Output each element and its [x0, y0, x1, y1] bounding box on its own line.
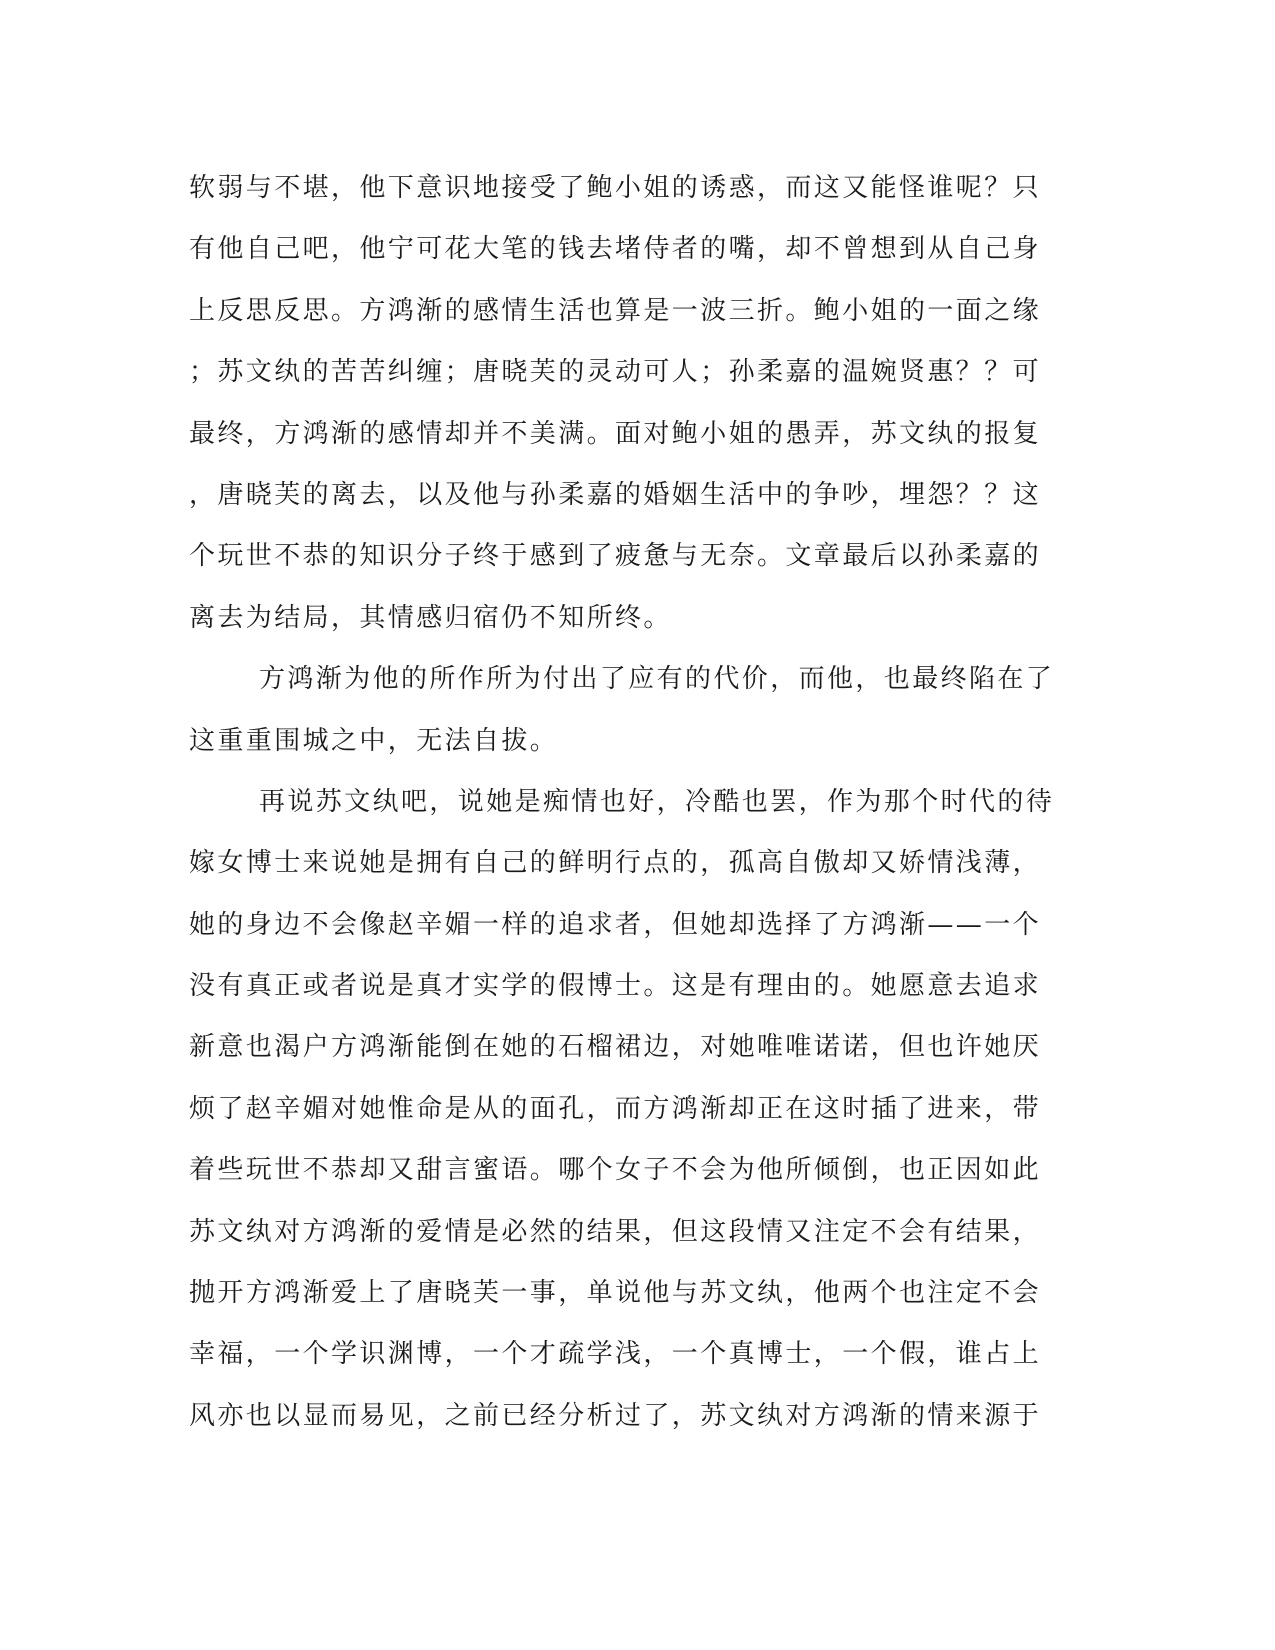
text-line: 这重重围城之中，无法自拔。 [189, 725, 559, 756]
paragraph-start-line: 方鸿渐为他的所作所为付出了应有的代价，而他，也最终陷在了 [259, 664, 1055, 695]
text-line: 软弱与不堪，他下意识地接受了鲍小姐的诱惑，而这又能怪谁呢？只 [189, 173, 1042, 203]
text-line: 有他自己吧，他宁可花大笔的钱去堵侍者的嘴，却不曾想到从自己身 [189, 234, 1042, 265]
text-line: 上反思反思。方鸿渐的感情生活也算是一波三折。鲍小姐的一面之缘 [189, 295, 1042, 326]
text-line: 苏文纨对方鸿渐的爱情是必然的结果，但这段情又注定不会有结果， [189, 1216, 1042, 1247]
text-line: 最终，方鸿渐的感情却并不美满。面对鲍小姐的愚弄，苏文纨的报复 [189, 418, 1042, 449]
text-line: 风亦也以显而易见，之前已经分析过了，苏文纨对方鸿渐的情来源于 [189, 1400, 1042, 1431]
text-line: 嫁女博士来说她是拥有自己的鲜明行点的，孤高自傲却又娇情浅薄， [189, 848, 1042, 879]
text-line: 新意也渴户方鸿渐能倒在她的石榴裙边，对她唯唯诺诺，但也许她厌 [189, 1032, 1042, 1063]
paragraph-start-line: 再说苏文纨吧，说她是痴情也好，冷酷也罢，作为那个时代的待 [259, 786, 1055, 817]
text-line: 烦了赵辛媚对她惟命是从的面孔，而方鸿渐却正在这时插了进来，带 [189, 1093, 1042, 1124]
text-line: 离去为结局，其情感归宿仍不知所终。 [189, 602, 672, 633]
text-line: 抛开方鸿渐爱上了唐晓芙一事，单说他与苏文纨，他两个也注定不会 [189, 1278, 1042, 1309]
text-line: 个玩世不恭的知识分子终于感到了疲惫与无奈。文章最后以孙柔嘉的 [189, 541, 1042, 572]
text-line: 她的身边不会像赵辛媚一样的追求者，但她却选择了方鸿渐——一个 [189, 909, 1042, 940]
body-text [189, 158, 1089, 1447]
text-line: 幸福，一个学识渊博，一个才疏学浅，一个真博士，一个假，谁占上 [189, 1339, 1042, 1370]
text-line: ，唐晓芙的离去，以及他与孙柔嘉的婚姻生活中的争吵，埋怨？？这 [189, 479, 1042, 510]
text-line: 着些玩世不恭却又甜言蜜语。哪个女子不会为他所倾倒，也正因如此 [189, 1155, 1042, 1186]
text-line: ；苏文纨的苦苦纠缠；唐晓芙的灵动可人；孙柔嘉的温婉贤惠？？可 [189, 357, 1042, 388]
text-line: 没有真正或者说是真才实学的假博士。这是有理由的。她愿意去追求 [189, 971, 1042, 1002]
